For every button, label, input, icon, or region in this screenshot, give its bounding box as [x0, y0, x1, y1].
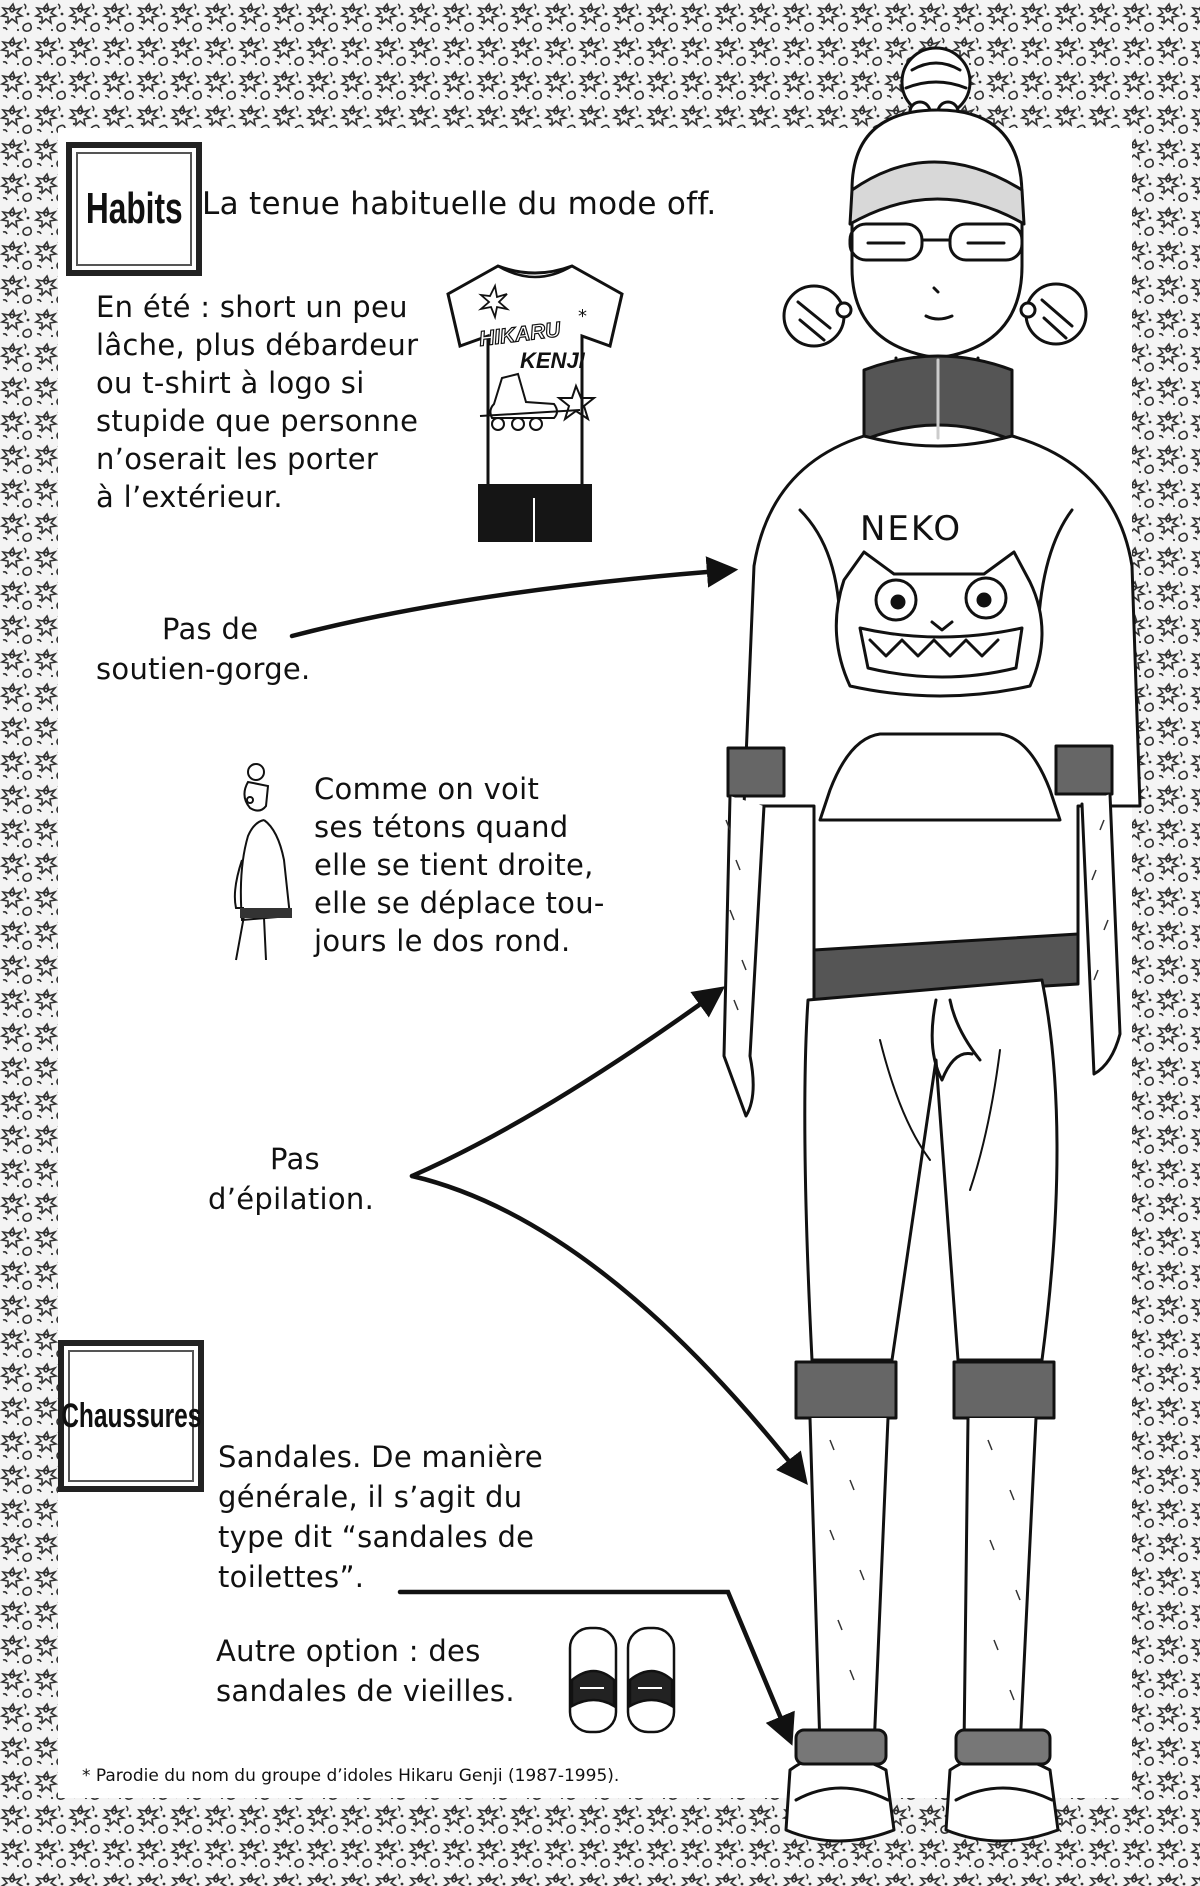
sandals-line: Sandales. De manière: [218, 1440, 543, 1474]
sweater-print: NEKO: [860, 509, 963, 549]
arrow-sandals: [400, 1592, 790, 1740]
section-label-shoes: Chaussures: [58, 1340, 204, 1492]
section-label-clothes: Habits: [66, 142, 202, 276]
no-bra-line: soutien-gorge.: [96, 652, 311, 686]
arrow-no-wax-arm: [412, 990, 720, 1176]
other-option-line: Autre option : des: [216, 1634, 481, 1668]
posture-line: elle se tient droite,: [314, 848, 594, 882]
arrow-no-wax-leg: [412, 1176, 804, 1480]
posture-line: jours le dos rond.: [314, 924, 571, 958]
no-wax-line: Pas: [270, 1142, 320, 1176]
tshirt-logo-line1: HIKARU: [477, 318, 562, 351]
clothes-intro: La tenue habituelle du mode off.: [202, 186, 717, 222]
arrow-no-bra: [292, 570, 732, 636]
summer-line: En été : short un peu: [96, 290, 408, 324]
no-bra-line: Pas de: [162, 612, 259, 646]
posture-line: elle se déplace tou-: [314, 886, 605, 920]
tshirt-asterisk: *: [578, 306, 587, 327]
posture-line: Comme on voit: [314, 772, 540, 806]
summer-line: n’oserait les porter: [96, 442, 379, 476]
summer-line: ou t-shirt à logo si: [96, 366, 365, 400]
no-wax-line: d’épilation.: [208, 1182, 375, 1216]
posture-line: ses tétons quand: [314, 810, 569, 844]
footnote: * Parodie du nom du groupe d’idoles Hikaru Genji (1987-1995).: [82, 1766, 620, 1786]
other-option-line: sandales de vieilles.: [216, 1674, 515, 1708]
sandals-line: générale, il s’agit du: [218, 1480, 523, 1514]
summer-line: lâche, plus débardeur: [96, 328, 419, 362]
tshirt-logo-line2: KENJI: [520, 348, 585, 373]
sandals-line: toilettes”.: [218, 1560, 365, 1594]
sandals-line: type dit “sandales de: [218, 1520, 535, 1554]
summer-line: à l’extérieur.: [96, 480, 283, 514]
summer-line: stupide que personne: [96, 404, 419, 438]
